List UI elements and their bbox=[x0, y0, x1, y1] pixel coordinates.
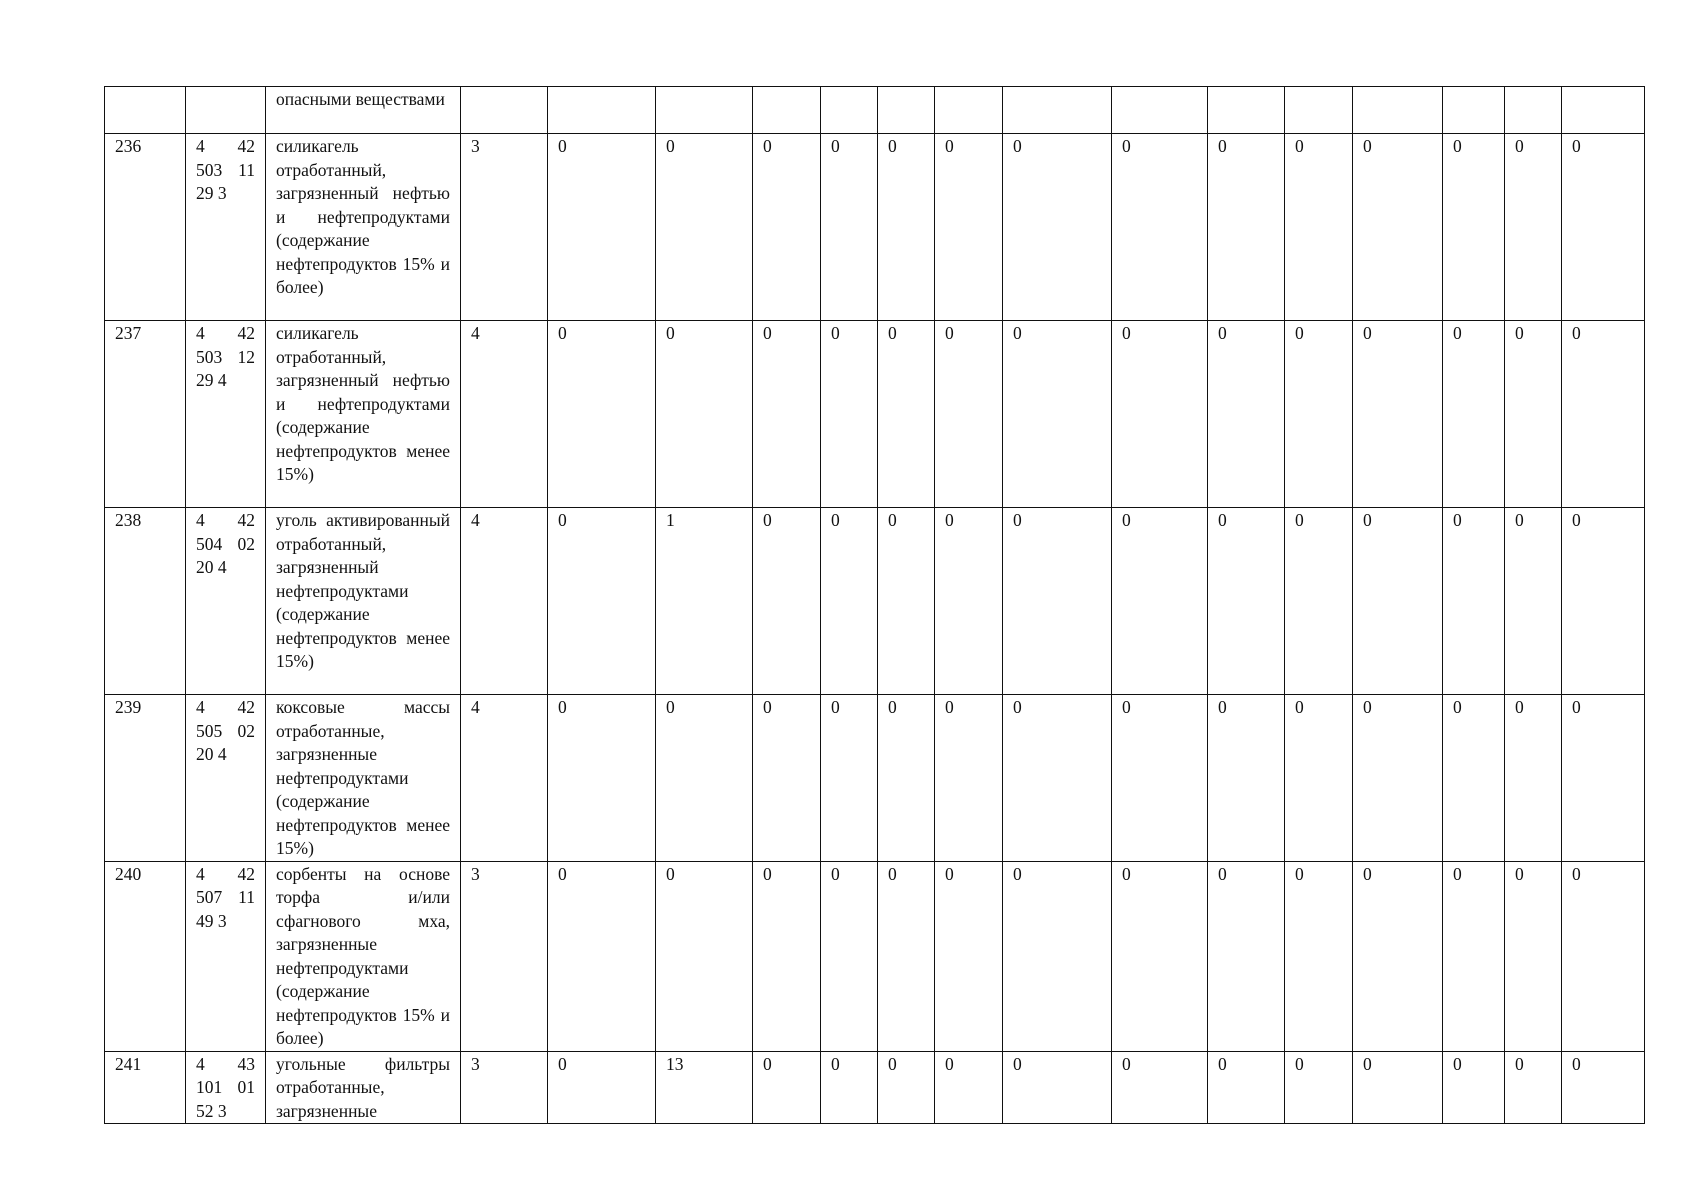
cell-value: 0 bbox=[1443, 508, 1505, 695]
cell-value: 0 bbox=[1562, 321, 1645, 508]
cell-value: 0 bbox=[1003, 861, 1112, 1051]
cell-value: 0 bbox=[1443, 861, 1505, 1051]
cell-value: 0 bbox=[1003, 508, 1112, 695]
cell-value: 0 bbox=[878, 134, 935, 321]
table-row bbox=[105, 134, 1645, 321]
cell-value: 0 bbox=[1562, 695, 1645, 862]
cell-value: 0 bbox=[878, 861, 935, 1051]
cell-code: 4 42 503 12 29 4 bbox=[186, 321, 266, 508]
cell-value: 0 bbox=[548, 695, 656, 862]
cell-value bbox=[1285, 87, 1353, 134]
cell-no bbox=[105, 87, 186, 134]
cell-value: 0 bbox=[1443, 321, 1505, 508]
cell-value: 0 bbox=[1003, 134, 1112, 321]
cell-value: 0 bbox=[1112, 1051, 1208, 1124]
cell-no: 241 bbox=[105, 1051, 186, 1124]
cell-hazard: 4 bbox=[461, 508, 548, 695]
cell-value: 0 bbox=[1003, 695, 1112, 862]
cell-value: 0 bbox=[1208, 321, 1285, 508]
cell-value: 0 bbox=[1208, 695, 1285, 862]
cell-value: 0 bbox=[1505, 321, 1562, 508]
cell-value: 0 bbox=[1285, 695, 1353, 862]
cell-value: 0 bbox=[1003, 321, 1112, 508]
cell-code: 4 42 507 11 49 3 bbox=[186, 861, 266, 1051]
cell-hazard bbox=[461, 87, 548, 134]
cell-value: 0 bbox=[935, 134, 1003, 321]
cell-value: 0 bbox=[821, 1051, 878, 1124]
cell-value bbox=[548, 87, 656, 134]
cell-value: 0 bbox=[1353, 134, 1443, 321]
cell-code bbox=[186, 87, 266, 134]
cell-value: 0 bbox=[656, 861, 753, 1051]
cell-no: 240 bbox=[105, 861, 186, 1051]
cell-value: 0 bbox=[1443, 695, 1505, 862]
cell-value: 0 bbox=[1112, 861, 1208, 1051]
cell-value: 0 bbox=[1112, 321, 1208, 508]
cell-value: 0 bbox=[753, 1051, 821, 1124]
cell-value: 0 bbox=[656, 321, 753, 508]
cell-value: 0 bbox=[935, 861, 1003, 1051]
cell-code: 4 43 101 01 52 3 bbox=[186, 1051, 266, 1124]
cell-value: 0 bbox=[935, 321, 1003, 508]
cell-value: 0 bbox=[1285, 861, 1353, 1051]
cell-name: сорбенты на основе торфа и/или сфагнового мха, загрязненные нефтепродуктами (содержание нефтепродуктов 15% и более) bbox=[266, 861, 461, 1051]
cell-value: 0 bbox=[1112, 134, 1208, 321]
cell-value: 0 bbox=[1112, 695, 1208, 862]
cell-hazard: 3 bbox=[461, 134, 548, 321]
cell-value: 0 bbox=[935, 1051, 1003, 1124]
cell-value: 0 bbox=[1003, 1051, 1112, 1124]
cell-value: 0 bbox=[1443, 134, 1505, 321]
table-row bbox=[105, 508, 1645, 695]
cell-value bbox=[656, 87, 753, 134]
table-body bbox=[105, 87, 1645, 1124]
table-row bbox=[105, 861, 1645, 1051]
cell-code: 4 42 505 02 20 4 bbox=[186, 695, 266, 862]
cell-value: 0 bbox=[1285, 508, 1353, 695]
cell-value: 13 bbox=[656, 1051, 753, 1124]
cell-value: 0 bbox=[1353, 1051, 1443, 1124]
table-row bbox=[105, 321, 1645, 508]
cell-no: 236 bbox=[105, 134, 186, 321]
cell-value: 0 bbox=[878, 695, 935, 862]
cell-value: 0 bbox=[548, 508, 656, 695]
cell-value: 0 bbox=[1285, 321, 1353, 508]
cell-value bbox=[1003, 87, 1112, 134]
cell-value: 0 bbox=[935, 695, 1003, 862]
continuation-row bbox=[105, 87, 1645, 134]
cell-value: 0 bbox=[821, 695, 878, 862]
cell-value: 0 bbox=[1208, 1051, 1285, 1124]
cell-value: 0 bbox=[1562, 508, 1645, 695]
cell-value bbox=[1443, 87, 1505, 134]
cell-value: 0 bbox=[1208, 508, 1285, 695]
cell-value: 0 bbox=[1353, 321, 1443, 508]
cell-value: 0 bbox=[821, 861, 878, 1051]
cell-name: угольные фильтры отработанные, загрязненные bbox=[266, 1051, 461, 1124]
cell-value: 1 bbox=[656, 508, 753, 695]
cell-hazard: 3 bbox=[461, 861, 548, 1051]
cell-value bbox=[1353, 87, 1443, 134]
cell-name: силикагель отработанный, загрязненный нефтью и нефтепродуктами (содержание нефтепродуктов менее 15%) bbox=[266, 321, 461, 508]
cell-value: 0 bbox=[821, 508, 878, 695]
cell-value: 0 bbox=[1208, 134, 1285, 321]
cell-value: 0 bbox=[753, 695, 821, 862]
cell-value: 0 bbox=[1285, 1051, 1353, 1124]
cell-value bbox=[1112, 87, 1208, 134]
cell-value: 0 bbox=[1505, 1051, 1562, 1124]
cell-value: 0 bbox=[1112, 508, 1208, 695]
cell-value: 0 bbox=[656, 695, 753, 862]
cell-value bbox=[821, 87, 878, 134]
cell-hazard: 4 bbox=[461, 321, 548, 508]
cell-value: 0 bbox=[548, 861, 656, 1051]
cell-name: коксовые массы отработанные, загрязненные нефтепродуктами (содержание нефтепродуктов менее 15%) bbox=[266, 695, 461, 862]
cell-value: 0 bbox=[878, 1051, 935, 1124]
cell-value: 0 bbox=[1562, 861, 1645, 1051]
cell-code: 4 42 504 02 20 4 bbox=[186, 508, 266, 695]
cell-value: 0 bbox=[878, 321, 935, 508]
cell-value: 0 bbox=[1562, 1051, 1645, 1124]
cell-value: 0 bbox=[1285, 134, 1353, 321]
table-row bbox=[105, 695, 1645, 862]
cell-hazard: 4 bbox=[461, 695, 548, 862]
cell-value bbox=[1208, 87, 1285, 134]
cell-value: 0 bbox=[935, 508, 1003, 695]
cell-value: 0 bbox=[1208, 861, 1285, 1051]
cell-value bbox=[1505, 87, 1562, 134]
cell-value: 0 bbox=[1443, 1051, 1505, 1124]
cell-no: 238 bbox=[105, 508, 186, 695]
cell-value: 0 bbox=[878, 508, 935, 695]
cell-no: 237 bbox=[105, 321, 186, 508]
cell-value: 0 bbox=[548, 1051, 656, 1124]
cell-value: 0 bbox=[821, 134, 878, 321]
cell-code: 4 42 503 11 29 3 bbox=[186, 134, 266, 321]
cell-value: 0 bbox=[548, 321, 656, 508]
cell-name: уголь активированный отработанный, загрязненный нефтепродуктами (содержание нефтепродуктов менее 15%) bbox=[266, 508, 461, 695]
cell-value: 0 bbox=[1505, 695, 1562, 862]
table-row bbox=[105, 1051, 1645, 1124]
cell-no: 239 bbox=[105, 695, 186, 862]
cell-name: опасными веществами bbox=[266, 87, 461, 134]
cell-value: 0 bbox=[753, 861, 821, 1051]
cell-value: 0 bbox=[1562, 134, 1645, 321]
cell-value: 0 bbox=[1505, 134, 1562, 321]
cell-value: 0 bbox=[1505, 861, 1562, 1051]
cell-value: 0 bbox=[1505, 508, 1562, 695]
cell-value bbox=[878, 87, 935, 134]
cell-value: 0 bbox=[656, 134, 753, 321]
cell-name: силикагель отработанный, загрязненный нефтью и нефтепродуктами (содержание нефтепродуктов 15% и более) bbox=[266, 134, 461, 321]
cell-value bbox=[935, 87, 1003, 134]
cell-value: 0 bbox=[753, 508, 821, 695]
cell-value: 0 bbox=[1353, 861, 1443, 1051]
cell-value: 0 bbox=[548, 134, 656, 321]
cell-value: 0 bbox=[1353, 695, 1443, 862]
cell-value bbox=[753, 87, 821, 134]
cell-hazard: 3 bbox=[461, 1051, 548, 1124]
cell-value: 0 bbox=[821, 321, 878, 508]
cell-value: 0 bbox=[753, 321, 821, 508]
cell-value: 0 bbox=[1353, 508, 1443, 695]
waste-inventory-table bbox=[104, 86, 1645, 1124]
cell-value bbox=[1562, 87, 1645, 134]
cell-value: 0 bbox=[753, 134, 821, 321]
